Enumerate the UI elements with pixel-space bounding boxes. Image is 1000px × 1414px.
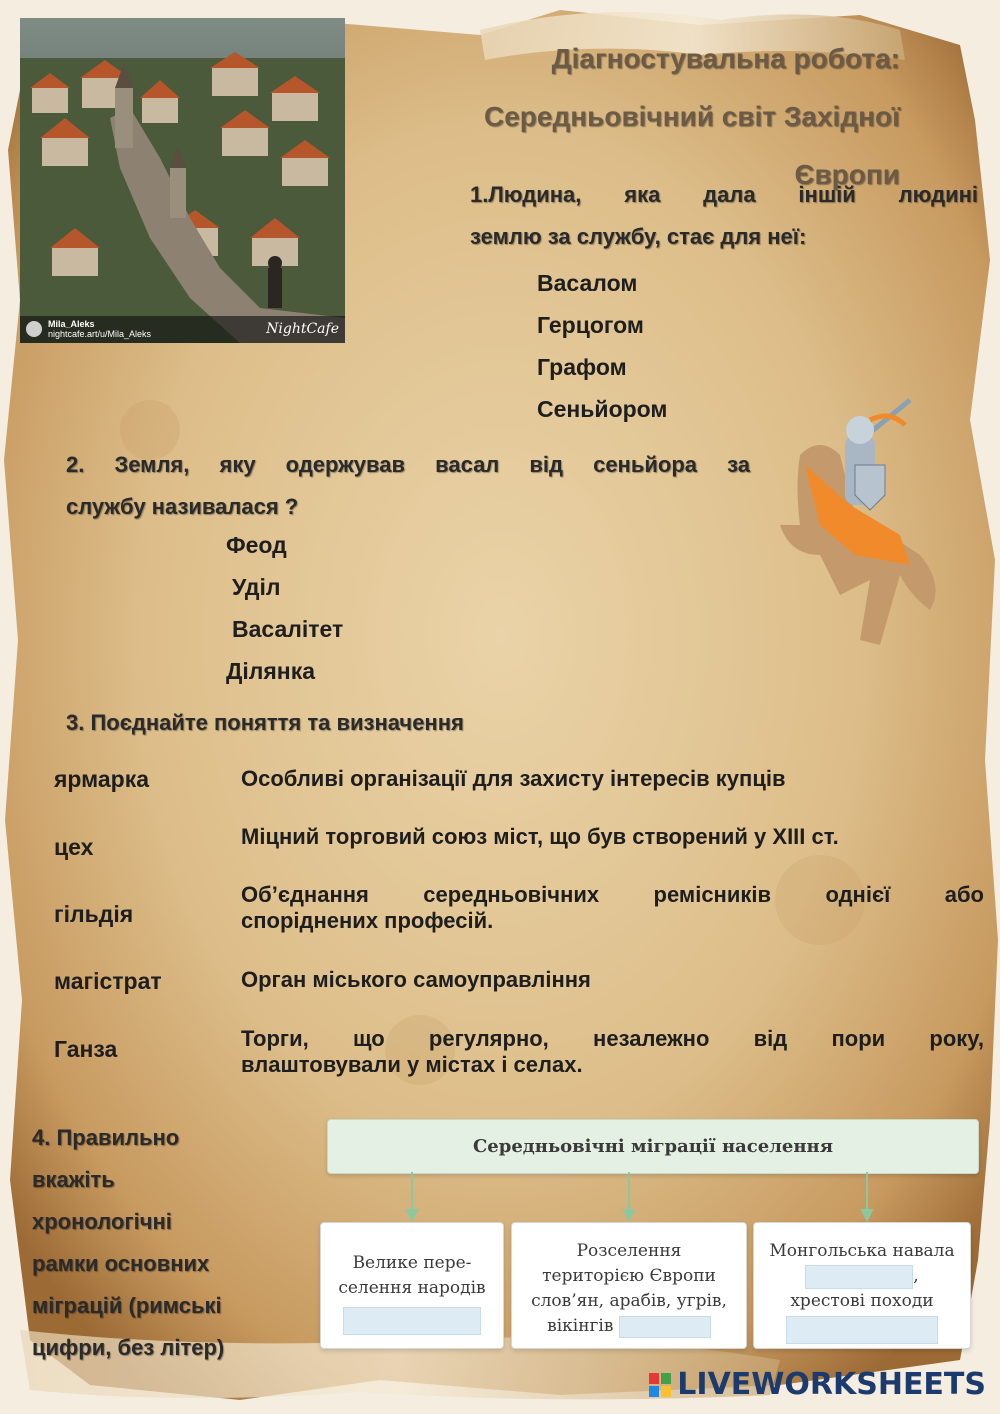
definition-5-line-2: влаштовували у містах і селах.: [241, 1052, 583, 1077]
city-illustration: [20, 18, 345, 343]
question-2-line-2: службу називалася ?: [66, 494, 299, 519]
diagram-box-3: [753, 1222, 971, 1349]
image-url: nightcafe.art/u/Mila_Aleks: [48, 329, 152, 339]
box-3-line-1: Монгольська навала: [769, 1241, 955, 1261]
question-3-heading: 3. Поєднайте поняття та визначення: [66, 710, 464, 735]
q1-option-3[interactable]: Графом: [537, 354, 627, 380]
question-4-line-1: 4. Правильно: [32, 1125, 180, 1150]
question-4-line-6: цифри, без літер): [32, 1335, 225, 1360]
question-1-options: [537, 262, 667, 430]
image-author: Mila_Aleks: [48, 319, 95, 329]
question-4-line-2: вкажіть: [32, 1167, 115, 1192]
question-1-line-1: 1.Людина, яка дала іншій людині: [470, 182, 978, 207]
image-watermark: NightCafe: [266, 321, 339, 337]
q2-option-4[interactable]: Ділянка: [226, 658, 316, 684]
box-2-line-3: слов’ян, арабів, угрів,: [531, 1291, 727, 1311]
box-2-line-2: територією Європи: [542, 1266, 716, 1286]
box-1-line-2: селення народів: [338, 1278, 486, 1298]
q2-option-2[interactable]: Уділ: [232, 574, 281, 600]
match-definition-3[interactable]: [241, 882, 984, 934]
question-4: [32, 1117, 282, 1369]
diagram-connectors: [327, 1172, 977, 1222]
question-1-line-2: землю за службу, стає для неї:: [470, 224, 807, 249]
match-definition-2[interactable]: [241, 824, 984, 850]
definition-4-line-1: Орган міського самоуправління: [241, 967, 591, 992]
question-4-line-4: рамки основних: [32, 1251, 210, 1276]
box-1-answer-field[interactable]: [343, 1307, 481, 1335]
diagram-header-text: Середньовічні міграції населення: [472, 1136, 834, 1157]
question-2-line-1: 2. Земля, яку одержував васал від сеньйора за: [66, 452, 750, 477]
definition-3-line-2: споріднених професій.: [241, 908, 494, 933]
liveworksheets-icon: [649, 1373, 671, 1397]
q1-option-1[interactable]: Васалом: [537, 270, 638, 296]
box-3-comma: ,: [913, 1266, 919, 1286]
question-1: [470, 174, 978, 258]
match-term-5[interactable]: Ганза: [54, 1036, 118, 1062]
box-3-line-3: хрестові походи: [790, 1291, 934, 1311]
question-2: [66, 444, 750, 528]
definition-5-line-1: Торги, що регулярно, незалежно від пори року,: [241, 1026, 984, 1051]
match-term-4[interactable]: магістрат: [54, 968, 162, 994]
definition-2-line-1: Міцний торговий союз міст, що був створений у XIII ст.: [241, 824, 839, 849]
definition-1-line-1: Особливі організації для захисту інтересів купців: [241, 766, 786, 791]
box-3-answer-field-2[interactable]: [786, 1316, 938, 1344]
match-term-2[interactable]: цех: [54, 834, 94, 860]
match-definition-5[interactable]: [241, 1026, 984, 1078]
box-2-line-1: Розселення: [576, 1241, 682, 1261]
q1-option-2[interactable]: Герцогом: [537, 312, 644, 338]
definition-3-line-1: Об’єднання середньовічних ремісників однієї або: [241, 882, 984, 907]
diagram-box-1: [320, 1222, 504, 1349]
diagram-box-2: [511, 1222, 747, 1349]
match-term-1[interactable]: ярмарка: [54, 766, 150, 792]
q1-option-4[interactable]: Сеньйором: [537, 396, 668, 422]
title-line-3: Європи: [794, 159, 900, 190]
city-image: [20, 18, 345, 343]
question-4-line-3: хронологічні: [32, 1209, 172, 1234]
box-2-answer-field[interactable]: [619, 1316, 711, 1338]
box-3-answer-field-1[interactable]: [805, 1265, 913, 1289]
question-2-options: [226, 524, 343, 692]
box-1-line-1: Велике пере-: [352, 1253, 472, 1273]
title-line-2: Середньовічний світ Західної: [483, 101, 900, 132]
match-term-3[interactable]: гільдія: [54, 901, 134, 927]
liveworksheets-logo[interactable]: [649, 1367, 986, 1402]
match-definition-4[interactable]: [241, 967, 984, 993]
q2-option-1[interactable]: Феод: [226, 532, 287, 558]
diagram-header: [327, 1119, 979, 1174]
question-4-line-5: міграцій (римські: [32, 1293, 222, 1318]
box-2-line-4: вікінгів: [547, 1316, 614, 1336]
title-line-1: Діагностувальна робота:: [551, 43, 900, 74]
q2-option-3[interactable]: Васалітет: [232, 616, 344, 642]
logo-text: LIVEWORKSHEETS: [677, 1367, 986, 1402]
knight-icon: [760, 395, 950, 650]
match-definition-1[interactable]: [241, 766, 984, 792]
